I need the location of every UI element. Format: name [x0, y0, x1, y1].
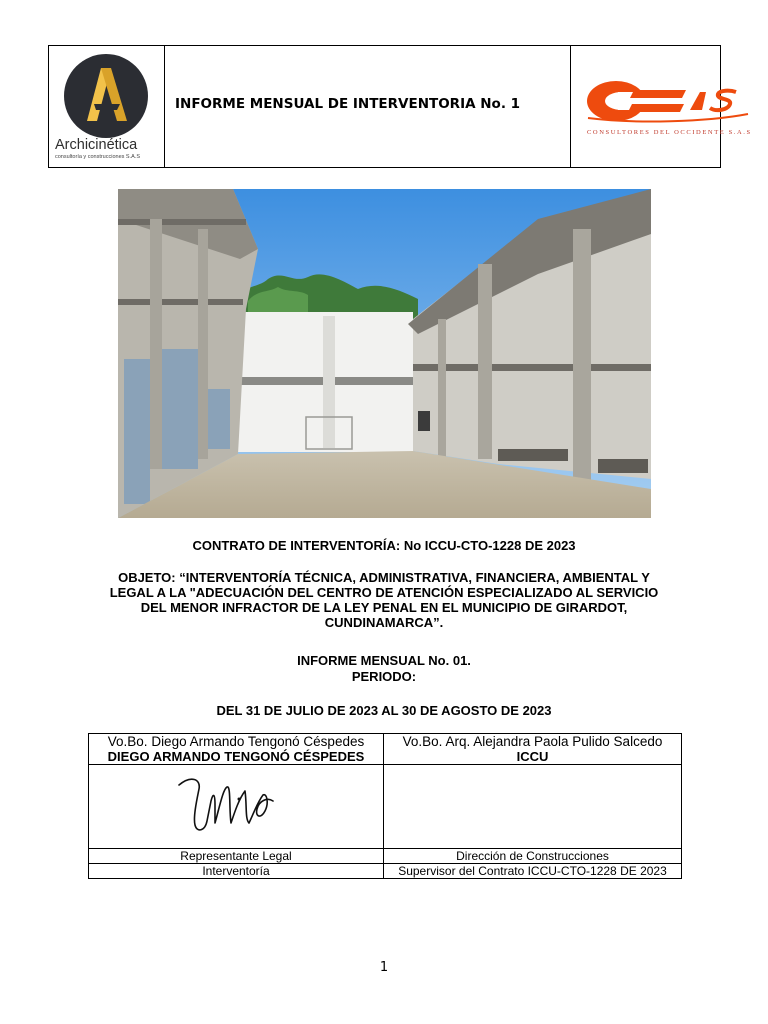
header-left-logo-cell	[49, 46, 165, 167]
objeto-line: CUNDINAMARCA”.	[324, 615, 444, 630]
header-right-logo-cell	[571, 46, 752, 167]
objeto-paragraph	[80, 570, 688, 630]
archicinetica-logo-icon	[49, 46, 165, 138]
period-range: DEL 31 DE JULIO DE 2023 AL 30 DE AGOSTO DE 2023	[216, 703, 552, 718]
signature-left-box	[89, 765, 384, 849]
period-label: PERIODO:	[351, 669, 417, 684]
header-title-cell	[165, 46, 571, 167]
contract-line: CONTRATO DE INTERVENTORÍA: No ICCU-CTO-1228 DE 2023	[192, 538, 576, 553]
document-title: INFORME MENSUAL DE INTERVENTORIA No. 1	[175, 96, 521, 112]
signer-left-name: DIEGO ARMANDO TENGONÓ CÉSPEDES	[107, 749, 365, 764]
document-header	[48, 45, 752, 168]
signer-right-entity: Supervisor del Contrato ICCU-CTO-1228 DE 2023	[384, 864, 682, 879]
signer-left-role: Representante Legal	[89, 849, 384, 864]
signature-left-header	[89, 734, 384, 765]
signer-right-role: Dirección de Construcciones	[384, 849, 682, 864]
vobo-right: Vo.Bo. Arq. Alejandra Paola Pulido Salcedo	[402, 734, 663, 749]
signer-left-entity: Interventoría	[89, 864, 384, 879]
objeto-line: OBJETO: “INTERVENTORÍA TÉCNICA, ADMINISTRATIVA, FINANCIERA, AMBIENTAL Y	[118, 570, 650, 585]
building-courtyard-photo	[118, 189, 651, 518]
objeto-line: LEGAL A LA "ADECUACIÓN DEL CENTRO DE ATENCIÓN ESPECIALIZADO AL SERVICIO	[109, 585, 659, 600]
vobo-left: Vo.Bo. Diego Armando Tengonó Céspedes	[107, 734, 365, 749]
signature-table	[88, 733, 682, 879]
consultores-del-occidente-logo-icon	[586, 78, 752, 124]
signature-right-box	[384, 765, 682, 849]
archicinetica-tagline: consultoría y construcciones S.A.S	[55, 154, 140, 160]
signer-right-name: ICCU	[516, 749, 549, 764]
signature-right-header	[384, 734, 682, 765]
archicinetica-wordmark: Archicinética	[55, 137, 138, 153]
consultores-del-occidente-tagline: CONSULTORES DEL OCCIDENTE S.A.S	[587, 129, 752, 136]
report-number: INFORME MENSUAL No. 01.	[297, 653, 471, 668]
handwritten-signature-icon	[161, 765, 311, 845]
objeto-line: DEL MENOR INFRACTOR DE LA LEY PENAL EN EL MUNICIPIO DE GIRARDOT,	[140, 600, 628, 615]
page-number: 1	[379, 960, 389, 975]
